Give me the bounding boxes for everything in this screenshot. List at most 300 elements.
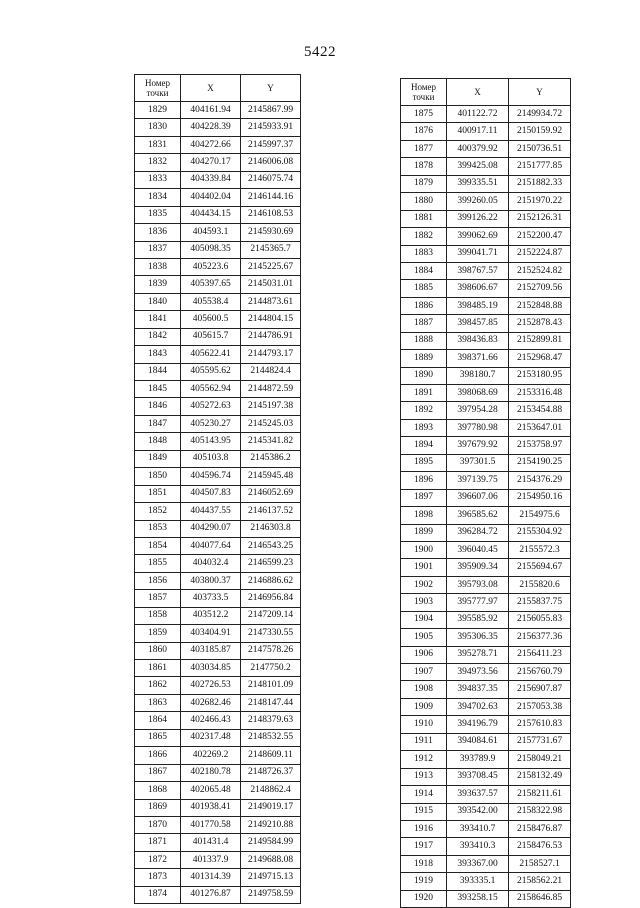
y-value-cell: 2145997.37 (241, 136, 301, 153)
point-number-cell: 1873 (135, 869, 181, 886)
table-row (135, 555, 301, 572)
y-value-cell: 2145031.01 (241, 276, 301, 293)
y-value-cell: 2158132.49 (509, 768, 571, 785)
point-number-cell: 1868 (135, 782, 181, 799)
point-number-cell: 1904 (401, 611, 447, 628)
x-value-cell: 393410.7 (447, 820, 509, 837)
y-value-cell: 2149688.08 (241, 851, 301, 868)
table-row (401, 297, 571, 314)
y-value-cell: 2158646.85 (509, 890, 571, 907)
table-row (401, 629, 571, 646)
table-row (135, 625, 301, 642)
point-number-cell: 1875 (401, 106, 447, 123)
table-row (135, 154, 301, 171)
point-number-cell: 1862 (135, 677, 181, 694)
table-row (401, 385, 571, 402)
table-row (135, 607, 301, 624)
point-number-cell: 1918 (401, 855, 447, 872)
y-value-cell: 2155837.75 (509, 594, 571, 611)
point-number-cell: 1836 (135, 224, 181, 241)
table-row (135, 293, 301, 310)
x-value-cell: 404402.04 (181, 189, 241, 206)
y-value-cell: 2149019.17 (241, 799, 301, 816)
point-number-cell: 1841 (135, 311, 181, 328)
y-value-cell: 2152899.81 (509, 332, 571, 349)
table-row (135, 694, 301, 711)
table-row (135, 816, 301, 833)
table-row (135, 415, 301, 432)
point-number-cell: 1870 (135, 816, 181, 833)
y-value-cell: 2145197.38 (241, 398, 301, 415)
point-number-cell: 1890 (401, 367, 447, 384)
point-number-cell: 1920 (401, 890, 447, 907)
x-value-cell: 396585.62 (447, 507, 509, 524)
y-value-cell: 2146137.52 (241, 503, 301, 520)
table-row (135, 677, 301, 694)
page-number: 5422 (304, 44, 336, 60)
y-value-cell: 2158476.53 (509, 838, 571, 855)
table-row (135, 398, 301, 415)
x-value-cell: 395793.08 (447, 576, 509, 593)
x-value-cell: 398436.83 (447, 332, 509, 349)
y-value-cell: 2152878.43 (509, 315, 571, 332)
point-number-header (401, 79, 447, 106)
y-value-cell: 2152126.31 (509, 210, 571, 227)
x-value-cell: 393542.00 (447, 803, 509, 820)
y-value-cell: 2158322.98 (509, 803, 571, 820)
x-value-cell: 404290.07 (181, 520, 241, 537)
y-value-cell: 2156411.23 (509, 646, 571, 663)
x-value-cell: 400379.92 (447, 140, 509, 157)
table-row (401, 768, 571, 785)
x-value-cell: 404437.55 (181, 503, 241, 520)
point-number-cell: 1858 (135, 607, 181, 624)
y-value-cell: 2146886.62 (241, 572, 301, 589)
y-value-cell: 2156055.83 (509, 611, 571, 628)
y-value-cell: 2149758.59 (241, 886, 301, 903)
table-row (135, 224, 301, 241)
table-row (401, 507, 571, 524)
y-value-cell: 2145930.69 (241, 224, 301, 241)
point-number-cell: 1887 (401, 315, 447, 332)
point-number-cell: 1845 (135, 381, 181, 398)
point-number-cell: 1908 (401, 681, 447, 698)
y-value-cell: 2154190.25 (509, 454, 571, 471)
x-value-cell: 402726.53 (181, 677, 241, 694)
x-value-cell: 404032.4 (181, 555, 241, 572)
point-number-cell: 1911 (401, 733, 447, 750)
table-row (135, 189, 301, 206)
y-value-cell: 2147209.14 (241, 607, 301, 624)
x-value-cell: 401938.41 (181, 799, 241, 816)
y-value-cell: 2148532.55 (241, 729, 301, 746)
point-number-cell: 1843 (135, 346, 181, 363)
table-row (401, 594, 571, 611)
y-value-cell: 2145867.99 (241, 102, 301, 119)
point-number-cell: 1877 (401, 140, 447, 157)
y-value-cell: 2145386.2 (241, 450, 301, 467)
table-row (401, 733, 571, 750)
table-row (135, 590, 301, 607)
x-value-cell: 395278.71 (447, 646, 509, 663)
point-number-cell: 1839 (135, 276, 181, 293)
table-row (401, 698, 571, 715)
y-value-cell: 2153180.95 (509, 367, 571, 384)
point-number-cell: 1853 (135, 520, 181, 537)
point-number-cell: 1907 (401, 664, 447, 681)
x-value-cell: 396284.72 (447, 524, 509, 541)
table-row (135, 572, 301, 589)
point-number-cell: 1829 (135, 102, 181, 119)
x-value-cell: 401337.9 (181, 851, 241, 868)
table-row (135, 764, 301, 781)
table-row (135, 869, 301, 886)
table-row (401, 437, 571, 454)
table-row (401, 402, 571, 419)
table-row (135, 503, 301, 520)
y-value-cell: 2152524.82 (509, 262, 571, 279)
y-value-cell: 2157731.67 (509, 733, 571, 750)
table-row (401, 541, 571, 558)
x-value-cell: 405600.5 (181, 311, 241, 328)
y-value-cell: 2145365.7 (241, 241, 301, 258)
y-value-cell: 2158211.61 (509, 786, 571, 803)
table-row (401, 489, 571, 506)
point-number-cell: 1869 (135, 799, 181, 816)
y-value-cell: 2146108.53 (241, 206, 301, 223)
x-value-cell: 401431.4 (181, 834, 241, 851)
coordinates-table-right-body (401, 106, 571, 908)
point-number-cell: 1893 (401, 419, 447, 436)
table-row (135, 241, 301, 258)
x-value-cell: 401314.39 (181, 869, 241, 886)
point-number-cell: 1831 (135, 136, 181, 153)
table-row (135, 311, 301, 328)
y-header: Y (241, 75, 301, 102)
y-value-cell: 2151777.85 (509, 158, 571, 175)
x-value-cell: 399425.08 (447, 158, 509, 175)
x-value-cell: 401276.87 (181, 886, 241, 903)
y-value-cell: 2146543.25 (241, 537, 301, 554)
x-value-cell: 405272.63 (181, 398, 241, 415)
table-row (135, 136, 301, 153)
point-number-cell: 1842 (135, 328, 181, 345)
y-value-cell: 2148101.09 (241, 677, 301, 694)
x-value-cell: 404161.94 (181, 102, 241, 119)
x-value-cell: 399062.69 (447, 228, 509, 245)
y-value-cell: 2144872.59 (241, 381, 301, 398)
x-value-cell: 394973.56 (447, 664, 509, 681)
point-number-cell: 1865 (135, 729, 181, 746)
point-number-cell: 1910 (401, 716, 447, 733)
table-row (401, 193, 571, 210)
y-value-cell: 2145933.91 (241, 119, 301, 136)
table-row (401, 454, 571, 471)
point-number-cell: 1913 (401, 768, 447, 785)
table-row (135, 834, 301, 851)
table-row (401, 820, 571, 837)
y-value-cell: 2144793.17 (241, 346, 301, 363)
point-number-cell: 1844 (135, 363, 181, 380)
table-row (135, 520, 301, 537)
point-number-cell: 1901 (401, 559, 447, 576)
table-row (401, 245, 571, 262)
x-value-cell: 395585.92 (447, 611, 509, 628)
table-row (135, 363, 301, 380)
x-value-cell: 402180.78 (181, 764, 241, 781)
y-value-cell: 2156760.79 (509, 664, 571, 681)
point-number-cell: 1857 (135, 590, 181, 607)
coordinates-table-right (400, 78, 571, 908)
y-value-cell: 2146956.84 (241, 590, 301, 607)
point-number-cell: 1897 (401, 489, 447, 506)
table-row (401, 890, 571, 907)
point-number-cell: 1860 (135, 642, 181, 659)
point-number-header-line1: Номер (144, 78, 171, 88)
point-number-cell: 1888 (401, 332, 447, 349)
y-value-cell: 2146075.74 (241, 171, 301, 188)
y-value-cell: 2148147.44 (241, 694, 301, 711)
point-number-cell: 1854 (135, 537, 181, 554)
table-row (135, 660, 301, 677)
point-number-cell: 1864 (135, 712, 181, 729)
table-row (401, 559, 571, 576)
point-number-cell: 1915 (401, 803, 447, 820)
table-row (135, 328, 301, 345)
y-value-cell: 2158476.87 (509, 820, 571, 837)
y-value-cell: 2153758.97 (509, 437, 571, 454)
point-number-cell: 1833 (135, 171, 181, 188)
point-number-cell: 1880 (401, 193, 447, 210)
y-value-cell: 2146303.8 (241, 520, 301, 537)
table-row (401, 350, 571, 367)
x-value-cell: 393367.00 (447, 855, 509, 872)
table-row (135, 119, 301, 136)
point-number-cell: 1872 (135, 851, 181, 868)
point-number-cell: 1852 (135, 503, 181, 520)
table-row (401, 280, 571, 297)
table-row (401, 751, 571, 768)
table-row (135, 782, 301, 799)
y-value-cell: 2152224.87 (509, 245, 571, 262)
y-value-cell: 2145945.48 (241, 468, 301, 485)
table-row (401, 210, 571, 227)
x-value-cell: 404228.39 (181, 119, 241, 136)
y-value-cell: 2149934.72 (509, 106, 571, 123)
x-value-cell: 405223.6 (181, 258, 241, 275)
y-value-cell: 2151882.33 (509, 175, 571, 192)
y-value-cell: 2149584.99 (241, 834, 301, 851)
point-number-cell: 1889 (401, 350, 447, 367)
x-value-cell: 402065.48 (181, 782, 241, 799)
point-number-cell: 1885 (401, 280, 447, 297)
point-number-header (135, 75, 181, 102)
point-number-cell: 1881 (401, 210, 447, 227)
table-row (135, 729, 301, 746)
table-row (135, 712, 301, 729)
x-value-cell: 404593.1 (181, 224, 241, 241)
table-row (135, 642, 301, 659)
point-number-cell: 1892 (401, 402, 447, 419)
y-value-cell: 2145245.03 (241, 415, 301, 432)
table-row (401, 664, 571, 681)
x-value-cell: 404077.64 (181, 537, 241, 554)
y-value-cell: 2148862.4 (241, 782, 301, 799)
point-number-cell: 1867 (135, 764, 181, 781)
x-value-cell: 395777.97 (447, 594, 509, 611)
x-value-cell: 405103.8 (181, 450, 241, 467)
table-row (135, 747, 301, 764)
table-row (401, 106, 571, 123)
y-value-cell: 2148609.11 (241, 747, 301, 764)
point-number-cell: 1846 (135, 398, 181, 415)
x-value-cell: 405143.95 (181, 433, 241, 450)
x-value-cell: 404434.15 (181, 206, 241, 223)
table-row (401, 716, 571, 733)
x-value-cell: 405562.94 (181, 381, 241, 398)
y-value-cell: 2150736.51 (509, 140, 571, 157)
table-header-row (135, 75, 301, 102)
table-row (135, 851, 301, 868)
x-value-cell: 404339.84 (181, 171, 241, 188)
y-value-cell: 2158049.21 (509, 751, 571, 768)
table-row (401, 419, 571, 436)
point-number-cell: 1899 (401, 524, 447, 541)
y-value-cell: 2146052.69 (241, 485, 301, 502)
y-value-cell: 2144824.4 (241, 363, 301, 380)
y-value-cell: 2147578.26 (241, 642, 301, 659)
table-row (401, 228, 571, 245)
y-value-cell: 2155820.6 (509, 576, 571, 593)
point-number-cell: 1863 (135, 694, 181, 711)
y-value-cell: 2151970.22 (509, 193, 571, 210)
x-value-cell: 402317.48 (181, 729, 241, 746)
y-value-cell: 2153454.88 (509, 402, 571, 419)
y-value-cell: 2146006.08 (241, 154, 301, 171)
point-number-cell: 1916 (401, 820, 447, 837)
x-value-cell: 395909.34 (447, 559, 509, 576)
point-number-cell: 1894 (401, 437, 447, 454)
point-number-cell: 1848 (135, 433, 181, 450)
x-value-cell: 399335.51 (447, 175, 509, 192)
x-value-cell: 393335.1 (447, 873, 509, 890)
point-number-cell: 1834 (135, 189, 181, 206)
table-row (135, 433, 301, 450)
x-value-cell: 394084.61 (447, 733, 509, 750)
point-number-cell: 1919 (401, 873, 447, 890)
y-value-cell: 2144804.15 (241, 311, 301, 328)
table-row (401, 681, 571, 698)
x-value-cell: 403185.87 (181, 642, 241, 659)
x-value-cell: 394196.79 (447, 716, 509, 733)
table-row (135, 537, 301, 554)
point-number-cell: 1883 (401, 245, 447, 262)
table-row (135, 258, 301, 275)
point-number-cell: 1835 (135, 206, 181, 223)
x-value-cell: 404270.17 (181, 154, 241, 171)
y-value-cell: 2153316.48 (509, 385, 571, 402)
point-number-cell: 1861 (135, 660, 181, 677)
table-row (135, 102, 301, 119)
point-number-cell: 1896 (401, 472, 447, 489)
point-number-cell: 1903 (401, 594, 447, 611)
point-number-header-line2: точки (146, 88, 169, 98)
table-row (135, 171, 301, 188)
x-header: X (447, 79, 509, 106)
point-number-cell: 1856 (135, 572, 181, 589)
table-row (401, 576, 571, 593)
table-row (135, 799, 301, 816)
y-value-cell: 2156377.36 (509, 629, 571, 646)
x-value-cell: 402682.46 (181, 694, 241, 711)
point-number-header-line2: точки (412, 92, 435, 102)
table-row (401, 367, 571, 384)
point-number-cell: 1876 (401, 123, 447, 140)
point-number-cell: 1882 (401, 228, 447, 245)
point-number-cell: 1912 (401, 751, 447, 768)
y-value-cell: 2146144.16 (241, 189, 301, 206)
x-value-cell: 398606.67 (447, 280, 509, 297)
x-value-cell: 393708.45 (447, 768, 509, 785)
x-value-cell: 405538.4 (181, 293, 241, 310)
table-row (401, 838, 571, 855)
x-value-cell: 393789.9 (447, 751, 509, 768)
point-number-header-line1: Номер (410, 82, 437, 92)
point-number-cell: 1898 (401, 507, 447, 524)
x-value-cell: 396040.45 (447, 541, 509, 558)
point-number-cell: 1851 (135, 485, 181, 502)
coordinates-table-left-body (135, 102, 301, 904)
x-value-cell: 400917.11 (447, 123, 509, 140)
y-value-cell: 2145225.67 (241, 258, 301, 275)
point-number-cell: 1855 (135, 555, 181, 572)
x-value-cell: 405615.7 (181, 328, 241, 345)
x-value-cell: 399041.71 (447, 245, 509, 262)
point-number-cell: 1900 (401, 541, 447, 558)
table-row (401, 873, 571, 890)
x-value-cell: 397679.92 (447, 437, 509, 454)
y-value-cell: 2148379.63 (241, 712, 301, 729)
x-value-cell: 393410.3 (447, 838, 509, 855)
table-row (401, 315, 571, 332)
x-value-cell: 405098.35 (181, 241, 241, 258)
point-number-cell: 1905 (401, 629, 447, 646)
point-number-cell: 1847 (135, 415, 181, 432)
x-value-cell: 398457.85 (447, 315, 509, 332)
table-row (401, 472, 571, 489)
table-row (401, 803, 571, 820)
x-value-cell: 402466.43 (181, 712, 241, 729)
y-value-cell: 2152968.47 (509, 350, 571, 367)
y-value-cell: 2147330.55 (241, 625, 301, 642)
y-value-cell: 2152709.56 (509, 280, 571, 297)
table-row (135, 468, 301, 485)
x-value-cell: 405230.27 (181, 415, 241, 432)
x-value-cell: 394837.35 (447, 681, 509, 698)
x-value-cell: 398371.66 (447, 350, 509, 367)
point-number-cell: 1840 (135, 293, 181, 310)
point-number-cell: 1837 (135, 241, 181, 258)
x-value-cell: 404507.83 (181, 485, 241, 502)
y-value-cell: 2149210.88 (241, 816, 301, 833)
table-row (401, 123, 571, 140)
table-row (401, 262, 571, 279)
point-number-cell: 1871 (135, 834, 181, 851)
table-row (135, 485, 301, 502)
table-row (135, 450, 301, 467)
point-number-cell: 1884 (401, 262, 447, 279)
table-row (401, 646, 571, 663)
